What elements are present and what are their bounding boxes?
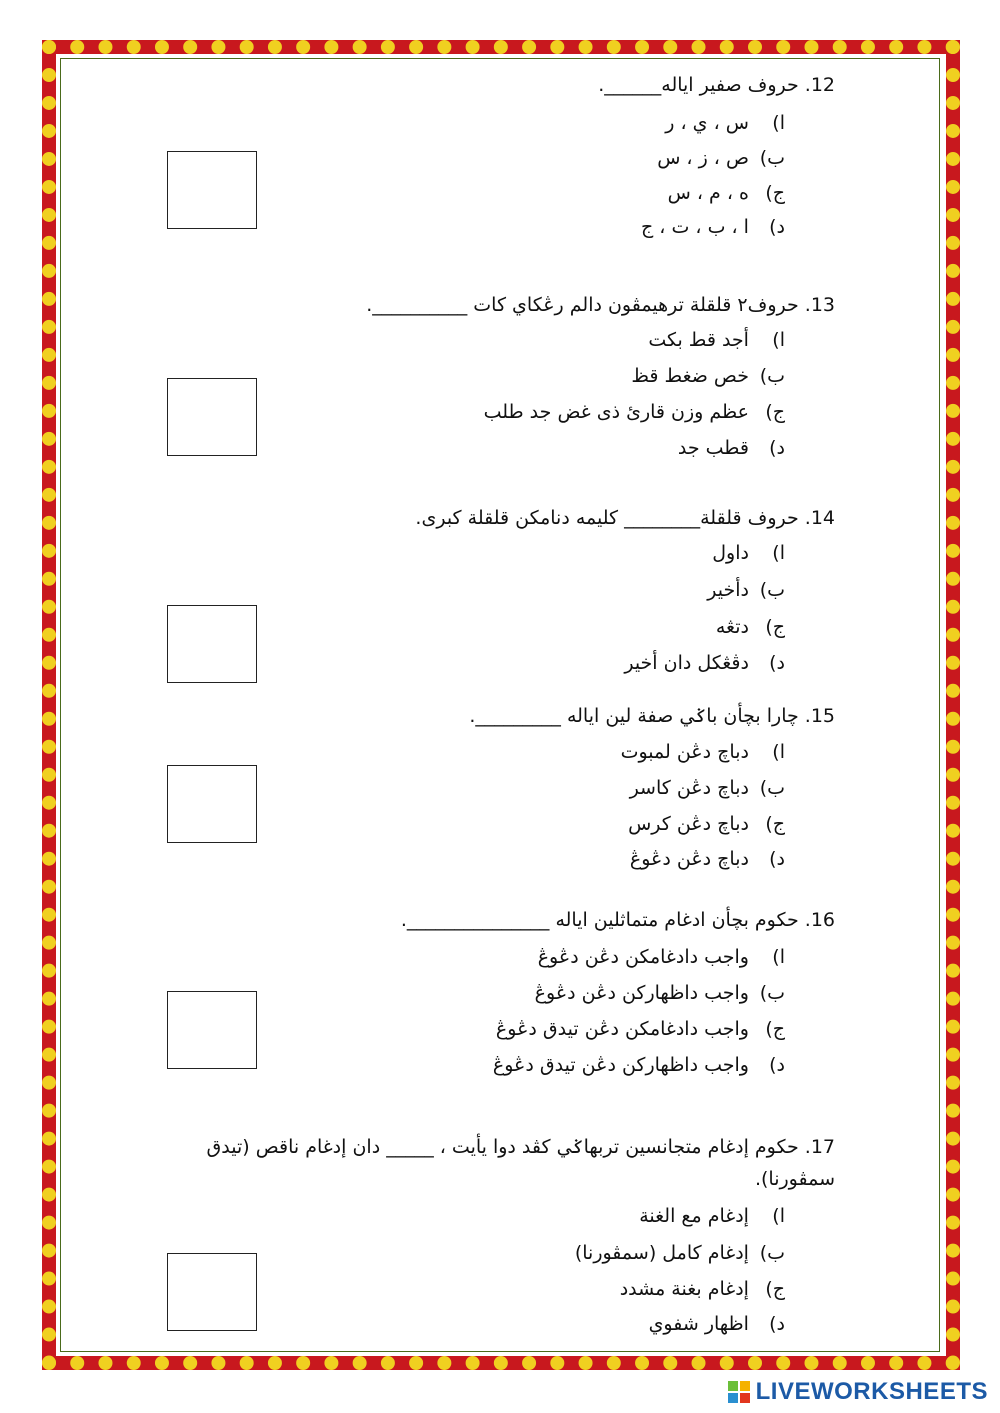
answer-input-box[interactable] bbox=[167, 151, 257, 229]
option-letter: ب) bbox=[759, 1242, 785, 1264]
option-letter: د) bbox=[769, 437, 785, 459]
answer-input-box[interactable] bbox=[167, 991, 257, 1069]
option-a[interactable] bbox=[712, 540, 785, 566]
option-letter: د) bbox=[769, 1313, 785, 1335]
option-c[interactable] bbox=[716, 614, 785, 640]
option-d[interactable] bbox=[630, 846, 785, 872]
option-letter: ا) bbox=[772, 329, 785, 351]
option-text: إدغام بغنة مشدد bbox=[619, 1278, 749, 1300]
option-a[interactable] bbox=[665, 110, 785, 136]
option-c[interactable] bbox=[628, 811, 785, 837]
question-stem: 13. حروف٢ قلقلة ترهيمڤون دالم رڠكاي كات __________. bbox=[366, 294, 835, 316]
option-text: دباچ دڠن كاسر bbox=[629, 777, 749, 799]
question-stem: 16. حكوم بچأن ادغام متماثلين اياله _______________. bbox=[400, 909, 835, 931]
option-c[interactable] bbox=[668, 180, 785, 206]
option-text: اظهار شفوي bbox=[648, 1313, 749, 1335]
option-d[interactable] bbox=[641, 214, 785, 240]
question-stem: 15. چارا بچأن باݢي صفة لين اياله _________. bbox=[469, 705, 835, 727]
option-letter: ب) bbox=[759, 147, 785, 169]
answer-input-box[interactable] bbox=[167, 378, 257, 456]
option-b[interactable] bbox=[707, 577, 785, 603]
option-letter: د) bbox=[769, 216, 785, 238]
option-text: ه ، م ، س bbox=[667, 182, 749, 204]
option-letter: ج) bbox=[765, 813, 785, 835]
option-c[interactable] bbox=[496, 1016, 785, 1042]
option-text: داول bbox=[712, 542, 749, 564]
option-text: عظم وزن قارئ ذى غض جد طلب bbox=[483, 401, 749, 423]
option-c[interactable] bbox=[620, 1276, 785, 1302]
option-text: دباچ دڠن لمبوت bbox=[620, 741, 749, 763]
option-text: دتڠه bbox=[715, 616, 749, 638]
option-text: واجب دادغامكن دڠن دڠوڠ bbox=[537, 946, 749, 968]
logo-icon bbox=[728, 1381, 750, 1403]
option-text: دباچ دڠن كرس bbox=[628, 813, 749, 835]
option-text: واجب دادغامكن دڠن تيدق دڠوڠ bbox=[495, 1018, 749, 1040]
answer-input-box[interactable] bbox=[167, 1253, 257, 1331]
option-text: قطب جد bbox=[677, 437, 749, 459]
option-text: ص ، ز ، س bbox=[657, 147, 749, 169]
answer-input-box[interactable] bbox=[167, 605, 257, 683]
option-text: س ، ي ، ر bbox=[665, 112, 749, 134]
option-d[interactable] bbox=[624, 650, 785, 676]
option-b[interactable] bbox=[535, 980, 785, 1006]
option-letter: ج) bbox=[765, 616, 785, 638]
option-text: خص ضغط قظ bbox=[631, 365, 749, 387]
option-letter: ب) bbox=[759, 579, 785, 601]
option-b[interactable] bbox=[657, 145, 785, 171]
logo-text: LIVEWORKSHEETS bbox=[755, 1378, 988, 1405]
option-b[interactable] bbox=[575, 1240, 785, 1266]
option-letter: ا) bbox=[772, 1205, 785, 1227]
option-letter: ب) bbox=[759, 982, 785, 1004]
option-c[interactable] bbox=[484, 399, 785, 425]
option-text: إدغام مع الغنة bbox=[639, 1205, 749, 1227]
option-letter: ا) bbox=[772, 112, 785, 134]
option-text: دأخير bbox=[707, 579, 749, 601]
option-letter: ج) bbox=[765, 182, 785, 204]
option-letter: ج) bbox=[765, 401, 785, 423]
question-stem: 14. حروف قلقلة________ كليمه دنامكن قلقلة كبرى. bbox=[415, 507, 835, 529]
option-letter: د) bbox=[769, 848, 785, 870]
option-b[interactable] bbox=[631, 363, 785, 389]
option-letter: ا) bbox=[772, 741, 785, 763]
question-stem: 12. حروف صفير اياله______. bbox=[598, 74, 835, 96]
liveworksheets-logo[interactable] bbox=[728, 1377, 988, 1407]
answer-input-box[interactable] bbox=[167, 765, 257, 843]
option-letter: ج) bbox=[765, 1278, 785, 1300]
option-letter: ج) bbox=[765, 1018, 785, 1040]
option-letter: ا) bbox=[772, 542, 785, 564]
option-letter: د) bbox=[769, 652, 785, 674]
option-a[interactable] bbox=[538, 944, 785, 970]
option-letter: ب) bbox=[759, 365, 785, 387]
option-a[interactable] bbox=[621, 739, 785, 765]
option-letter: د) bbox=[769, 1054, 785, 1076]
option-text: أجد قط بكت bbox=[648, 329, 749, 351]
option-text: إدغام كامل (سمڤورنا) bbox=[574, 1242, 749, 1264]
option-letter: ب) bbox=[759, 777, 785, 799]
option-letter: ا) bbox=[772, 946, 785, 968]
option-text: واجب داظهاركن دڠن تيدق دڠوڠ bbox=[492, 1054, 749, 1076]
option-d[interactable] bbox=[649, 1311, 785, 1337]
question-stem: 17. حكوم إدغام متجانسين تربهاݢي كڤد دوا يأيت ، _____ دان إدغام ناقص (تيدق سمڤورنا). bbox=[206, 1136, 835, 1190]
option-a[interactable] bbox=[639, 1203, 785, 1229]
option-d[interactable] bbox=[493, 1052, 785, 1078]
option-a[interactable] bbox=[648, 327, 785, 353]
option-text: واجب داظهاركن دڠن دڠوڠ bbox=[534, 982, 749, 1004]
option-text: دڤڠكل دان أخير bbox=[624, 652, 749, 674]
option-d[interactable] bbox=[678, 435, 785, 461]
option-text: ا ، ب ، ت ، ج bbox=[641, 216, 749, 238]
option-b[interactable] bbox=[630, 775, 785, 801]
option-text: دباچ دڠن دڠوڠ bbox=[629, 848, 749, 870]
